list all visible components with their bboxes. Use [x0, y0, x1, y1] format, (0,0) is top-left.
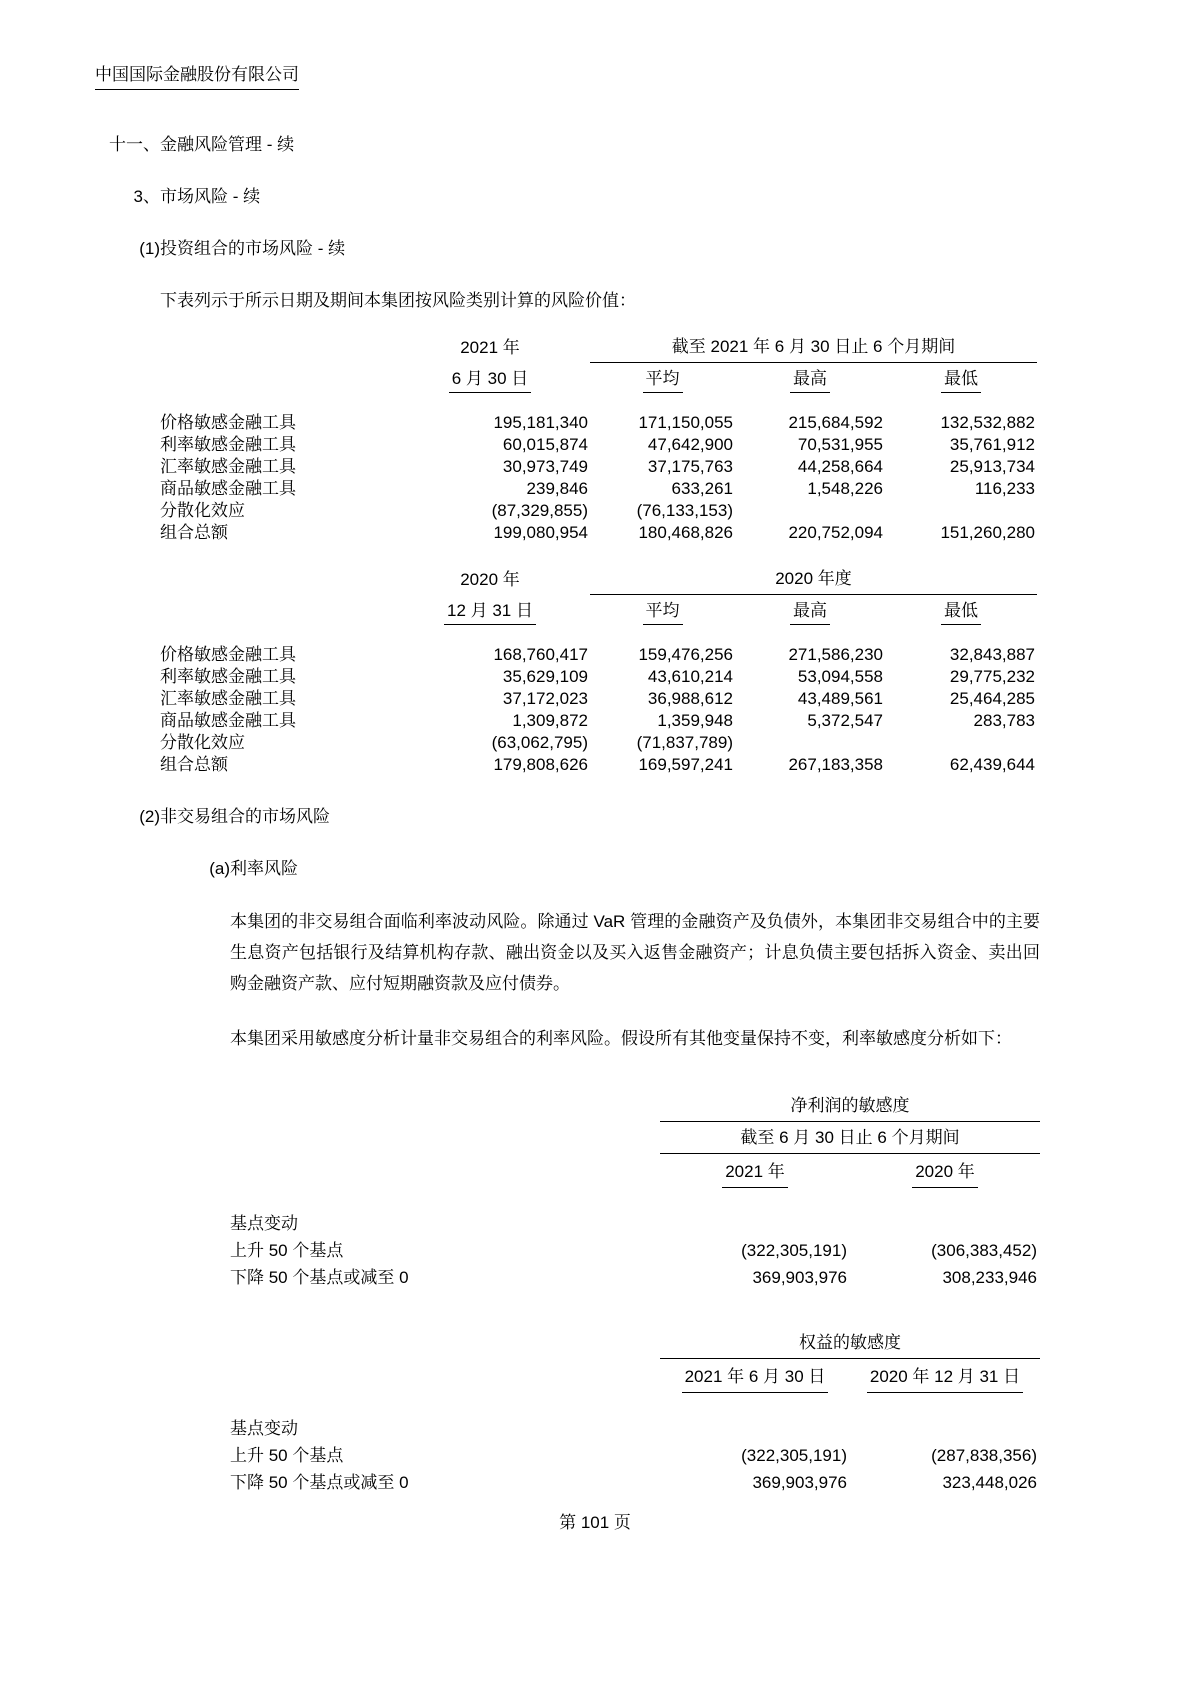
- row-label: 商品敏感金融工具: [160, 479, 296, 498]
- column-header-date: 2021 年: [460, 337, 520, 357]
- column-header-period: 截至 2021 年 6 月 30 日止 6 个月期间: [590, 336, 1037, 363]
- row-label: 商品敏感金融工具: [160, 711, 296, 730]
- table-row: [230, 1442, 1040, 1469]
- table-row: [160, 666, 1037, 688]
- section-heading-2: [95, 806, 1095, 828]
- table-cell: 323,448,026: [942, 1473, 1037, 1492]
- table-cell: 25,913,734: [949, 457, 1036, 476]
- section-title: 投资组合的市场风险 - 续: [160, 239, 346, 258]
- column-header-min: 最低: [885, 363, 1037, 396]
- section-title: 非交易组合的市场风险: [160, 807, 330, 826]
- table-row: [160, 478, 1037, 500]
- var-table-2021: [160, 336, 1037, 544]
- table-cell: 43,610,214: [647, 667, 733, 686]
- table-cell: (287,838,356): [931, 1446, 1037, 1465]
- column-header-2020: 2020 年: [850, 1154, 1040, 1191]
- equity-sensitivity-table: [230, 1329, 1040, 1496]
- table-cell: (322,305,191): [741, 1241, 847, 1260]
- row-label: 汇率敏感金融工具: [160, 457, 296, 476]
- column-header-2021-06-30: 2021 年 6 月 30 日: [660, 1359, 850, 1396]
- column-header-average: 平均: [590, 363, 735, 396]
- table-cell: 36,988,612: [647, 689, 733, 708]
- table-cell: [660, 1395, 850, 1442]
- company-name: 中国国际金融股份有限公司: [95, 64, 299, 90]
- table-cell: 308,233,946: [942, 1268, 1037, 1287]
- table-cell: 37,175,763: [647, 457, 733, 476]
- row-label: 分散化效应: [160, 733, 245, 752]
- table-cell: 239,846: [526, 479, 588, 498]
- column-header-min: 最低: [885, 595, 1037, 628]
- table-cell: 5,372,547: [807, 711, 883, 730]
- table-cell: 70,531,955: [797, 435, 883, 454]
- intro-paragraph: 下表列示于所示日期及期间本集团按风险类别计算的风险价值：: [160, 291, 636, 310]
- table-cell: 171,150,055: [638, 413, 733, 432]
- table-row: [160, 395, 1037, 434]
- table-cell: (322,305,191): [741, 1446, 847, 1465]
- table-subtitle: 截至 6 月 30 日止 6 个月期间: [660, 1122, 1040, 1154]
- section-title: 市场风险 - 续: [160, 187, 261, 206]
- row-label: 上升 50 个基点: [230, 1446, 344, 1465]
- paragraph-sensitivity-analysis: 本集团采用敏感度分析计量非交易组合的利率风险。假设所有其他变量保持不变，利率敏感度分析如下：: [230, 1029, 1012, 1048]
- row-label: 下降 50 个基点或减至 0: [230, 1268, 409, 1287]
- row-label: 基点变动: [230, 1214, 298, 1233]
- table-cell: (306,383,452): [931, 1241, 1037, 1260]
- section-title: 金融风险管理 - 续: [160, 135, 295, 154]
- column-header-2021: 2021 年: [660, 1154, 850, 1191]
- table-cell: (71,837,789): [636, 733, 733, 752]
- table-cell: 30,973,749: [502, 457, 588, 476]
- table-row: [160, 754, 1037, 776]
- column-header-date-sub: 6 月 30 日: [390, 363, 590, 396]
- var-table-2020: [160, 568, 1037, 776]
- column-header-period: 2020 年度: [590, 568, 1037, 595]
- section-number: (1): [139, 239, 160, 258]
- table-row: [160, 627, 1037, 666]
- column-header-date: 2020 年: [460, 569, 520, 589]
- section-heading-a: [160, 858, 1095, 880]
- table-cell: [850, 1395, 1040, 1442]
- table-row: [230, 1469, 1040, 1496]
- table-title: 净利润的敏感度: [660, 1092, 1040, 1122]
- table-cell: 199,080,954: [493, 523, 588, 542]
- table-row: [160, 732, 1037, 754]
- table-cell: 35,629,109: [502, 667, 588, 686]
- row-label: 汇率敏感金融工具: [160, 689, 296, 708]
- table-cell: 195,181,340: [493, 413, 588, 432]
- table-title-row: [230, 1329, 1040, 1359]
- section-number: 3、: [133, 187, 160, 206]
- table-cell: 168,760,417: [493, 645, 588, 664]
- table-cell: [660, 1190, 850, 1237]
- table-cell: 32,843,887: [949, 645, 1035, 664]
- table-cell: 271,586,230: [788, 645, 883, 664]
- table-header-row: [230, 1154, 1040, 1191]
- table-cell: 35,761,912: [949, 435, 1036, 454]
- table-cell: 169,597,241: [638, 755, 733, 774]
- table-row: [230, 1190, 1040, 1237]
- table-row: [160, 710, 1037, 732]
- table-cell: 180,468,826: [638, 523, 733, 542]
- row-label: 基点变动: [230, 1419, 298, 1438]
- table-title-row: [230, 1092, 1040, 1122]
- row-label: 利率敏感金融工具: [160, 435, 296, 454]
- table-cell: 1,309,872: [512, 711, 588, 730]
- table-cell: (76,133,153): [636, 501, 733, 520]
- table-cell: 43,489,561: [797, 689, 883, 708]
- table-cell: 60,015,874: [502, 435, 588, 454]
- column-header-max: 最高: [735, 363, 885, 396]
- table-cell: [885, 732, 1037, 754]
- table-cell: 53,094,558: [797, 667, 883, 686]
- table-header-row: [160, 336, 1037, 363]
- table-cell: 62,439,644: [949, 755, 1035, 774]
- table-cell: 267,183,358: [788, 755, 883, 774]
- row-label: 组合总额: [160, 755, 228, 774]
- table-cell: 179,808,626: [493, 755, 588, 774]
- table-row: [160, 434, 1037, 456]
- table-header-row: [160, 568, 1037, 595]
- table-header-row: [160, 595, 1037, 628]
- section-number: (a): [209, 859, 230, 878]
- table-row: [160, 456, 1037, 478]
- table-cell: 283,783: [973, 711, 1035, 730]
- table-row: [230, 1237, 1040, 1264]
- table-cell: (63,062,795): [491, 733, 588, 752]
- section-heading-1: [95, 238, 1095, 260]
- column-header-2020-12-31: 2020 年 12 月 31 日: [850, 1359, 1040, 1396]
- section-number: 十一、: [109, 135, 160, 154]
- table-cell: 215,684,592: [788, 413, 883, 432]
- column-header-max: 最高: [735, 595, 885, 628]
- table-row: [230, 1264, 1040, 1291]
- row-label: 分散化效应: [160, 501, 245, 520]
- table-cell: [850, 1190, 1040, 1237]
- section-title: 利率风险: [230, 859, 298, 878]
- table-cell: 1,359,948: [657, 711, 733, 730]
- table-header-row: [230, 1359, 1040, 1396]
- row-label: 组合总额: [160, 523, 228, 542]
- table-cell: 1,548,226: [807, 479, 883, 498]
- table-cell: 151,260,280: [940, 523, 1036, 542]
- column-header-date-sub: 12 月 31 日: [390, 595, 590, 628]
- page-number: 第 101 页: [559, 1513, 631, 1532]
- section-heading-11: [95, 134, 1095, 156]
- table-header-row: [160, 363, 1037, 396]
- net-profit-sensitivity-table: [230, 1092, 1040, 1291]
- paragraph-interest-rate-risk: 本集团的非交易组合面临利率波动风险。除通过 VaR 管理的金融资产及负债外，本集团非交易组合中的主要生息资产包括银行及结算机构存款、融出资金以及买入返售金融资产；计息负债主要包括拆入资金、卖出回购金融资产款、应付短期融资款及应付债券。: [230, 912, 1040, 993]
- table-cell: 47,642,900: [647, 435, 733, 454]
- table-cell: [735, 500, 885, 522]
- table-cell: 116,233: [974, 479, 1036, 498]
- table-cell: 633,261: [671, 479, 733, 498]
- table-cell: [735, 732, 885, 754]
- table-cell: 369,903,976: [752, 1268, 847, 1287]
- table-cell: 159,476,256: [638, 645, 733, 664]
- table-cell: [885, 500, 1037, 522]
- table-cell: 37,172,023: [502, 689, 588, 708]
- table-title: 权益的敏感度: [660, 1329, 1040, 1359]
- row-label: 价格敏感金融工具: [160, 645, 296, 664]
- section-number: (2): [139, 807, 160, 826]
- table-cell: 369,903,976: [752, 1473, 847, 1492]
- table-cell: 29,775,232: [949, 667, 1035, 686]
- table-cell: 220,752,094: [788, 523, 883, 542]
- row-label: 价格敏感金融工具: [160, 413, 296, 432]
- table-cell: 132,532,882: [940, 413, 1036, 432]
- section-heading-3: [95, 186, 1095, 208]
- row-label: 下降 50 个基点或减至 0: [230, 1473, 409, 1492]
- table-row: [160, 688, 1037, 710]
- table-cell: (87,329,855): [491, 501, 588, 520]
- table-row: [160, 500, 1037, 522]
- row-label: 上升 50 个基点: [230, 1241, 344, 1260]
- table-cell: 25,464,285: [949, 689, 1035, 708]
- column-header-average: 平均: [590, 595, 735, 628]
- row-label: 利率敏感金融工具: [160, 667, 296, 686]
- table-subtitle-row: [230, 1122, 1040, 1154]
- table-row: [230, 1395, 1040, 1442]
- table-row: [160, 522, 1037, 544]
- table-cell: 44,258,664: [797, 457, 883, 476]
